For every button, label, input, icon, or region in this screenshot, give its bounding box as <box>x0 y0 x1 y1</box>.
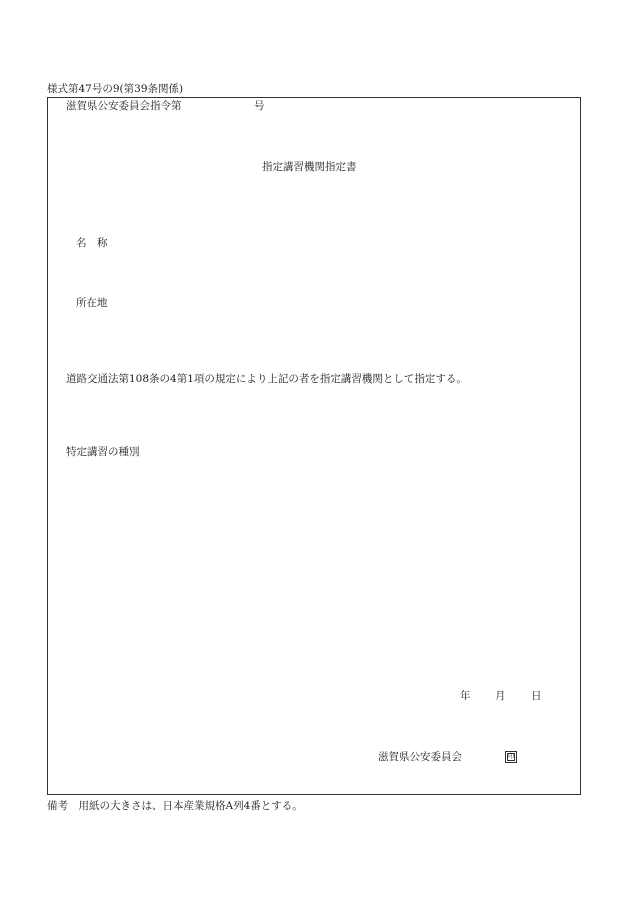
directive-prefix: 滋賀県公安委員会指令第 <box>66 100 182 112</box>
date-year-label: 年 <box>460 690 471 702</box>
directive-suffix: 号 <box>254 100 265 112</box>
document-title: 指定講習機関指定書 <box>262 161 357 173</box>
seal-icon <box>505 751 517 763</box>
issuer-name: 滋賀県公安委員会 <box>378 751 462 763</box>
footer-note: 備考 用紙の大きさは、日本産業規格A列4番とする。 <box>47 800 303 812</box>
course-type-label: 特定講習の種別 <box>66 446 140 458</box>
date-day-label: 日 <box>531 690 542 702</box>
designation-statement: 道路交通法第108条の4第1項の規定により上記の者を指定講習機関として指定する。 <box>66 373 467 385</box>
form-number: 様式第47号の9(第39条関係) <box>47 83 184 95</box>
seal-mark: 印 <box>508 753 515 760</box>
date-month-label: 月 <box>495 690 506 702</box>
address-label: 所在地 <box>76 297 108 309</box>
name-label: 名 称 <box>76 237 108 249</box>
